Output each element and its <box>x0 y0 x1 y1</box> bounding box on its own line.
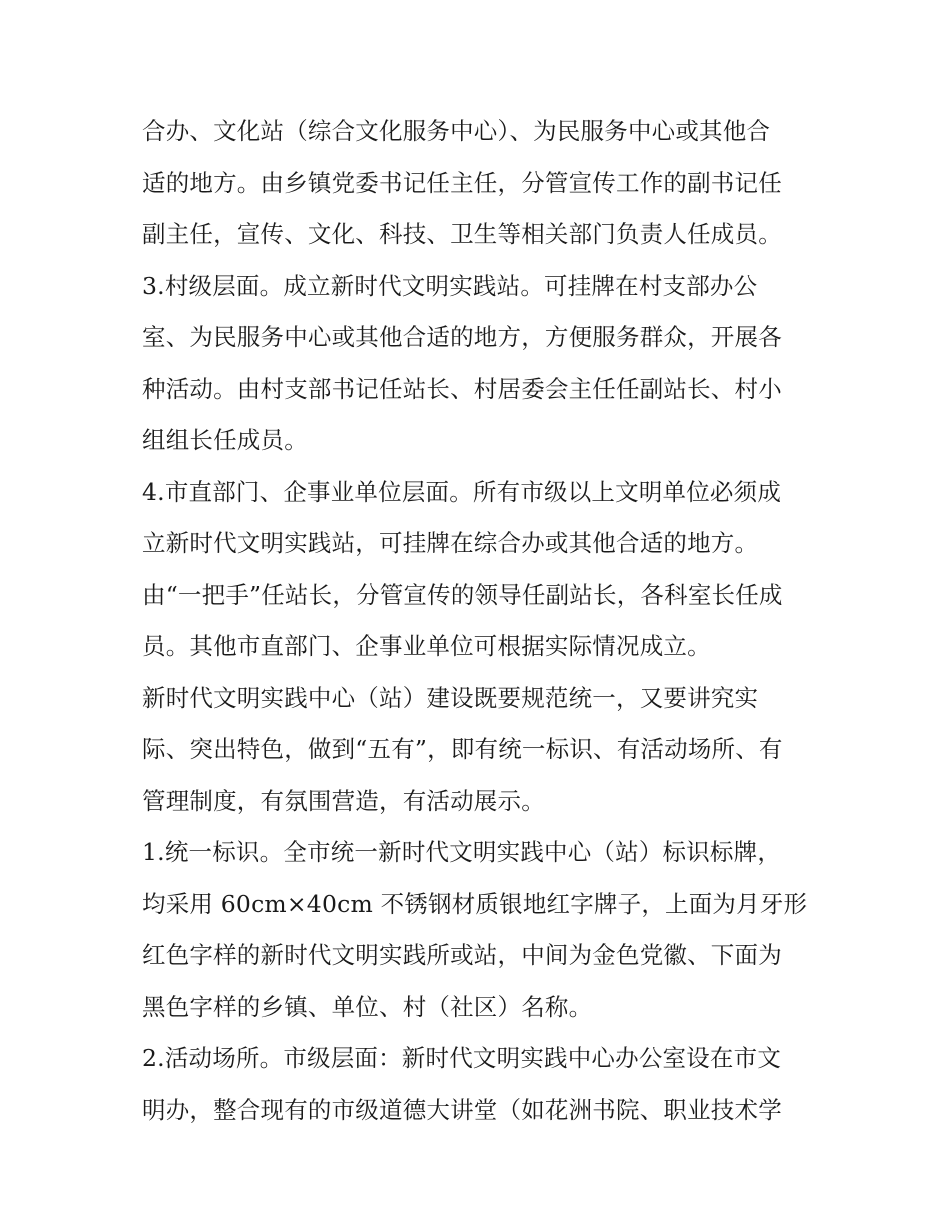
text-line: 2.活动场所。市级层面：新时代文明实践中心办公室设在市文 <box>142 1044 782 1072</box>
text-line: 3.村级层面。成立新时代文明实践站。可挂牌在村支部办公 <box>142 271 758 300</box>
text-line: 由“一把手”任站长，分管宣传的领导任副站长，各科室长任成 <box>142 580 783 609</box>
text-line: 适的地方。由乡镇党委书记任主任，分管宣传工作的副书记任 <box>142 168 782 197</box>
text-line: 立新时代文明实践站，可挂牌在综合办或其他合适的地方。 <box>142 529 759 557</box>
text-line: 合办、文化站（综合文化服务中心）、为民服务中心或其他合 <box>142 117 771 145</box>
document-body <box>142 106 814 1136</box>
text-line: 明办，整合现有的市级道德大讲堂（如花洲书院、职业技术学 <box>142 1095 782 1124</box>
text-line: 室、为民服务中心或其他合适的地方，方便服务群众，开展各 <box>142 323 782 351</box>
text-line: 副主任，宣传、文化、科技、卫生等相关部门负责人任成员。 <box>142 220 782 248</box>
text-line: 管理制度，有氛围营造，有活动展示。 <box>142 786 545 815</box>
text-line: 黑色字样的乡镇、单位、村（社区）名称。 <box>142 992 593 1021</box>
text-line: 际、突出特色，做到“五有”，即有统一标识、有活动场所、有 <box>142 735 783 763</box>
text-line: 1.统一标识。全市统一新时代文明实践中心（站）标识标牌， <box>142 838 782 866</box>
text-line: 新时代文明实践中心（站）建设既要规范统一，又要讲究实 <box>142 683 759 712</box>
text-line: 种活动。由村支部书记任站长、村居委会主任任副站长、村小 <box>142 374 782 403</box>
text-line: 4.市直部门、企事业单位层面。所有市级以上文明单位必须成 <box>142 477 782 506</box>
text-line: 员。其他市直部门、企事业单位可根据实际情况成立。 <box>142 632 711 660</box>
text-line: 组组长任成员。 <box>142 426 308 454</box>
text-line: 均采用 60cm×40cm 不锈钢材质银地红字牌子，上面为月牙形 <box>142 889 808 918</box>
text-line: 红色字样的新时代文明实践所或站，中间为金色党徽、下面为 <box>142 941 782 969</box>
